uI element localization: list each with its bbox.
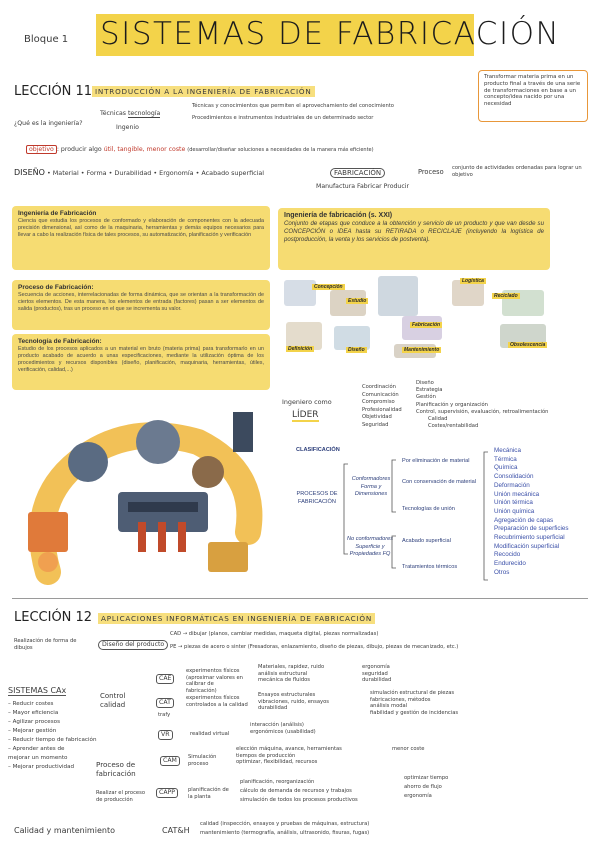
class-item: Unión térmica bbox=[494, 499, 533, 507]
group-acabado: Acabado superficial bbox=[402, 538, 451, 544]
section-divider bbox=[12, 598, 588, 599]
cax-benefit: – Agilizar procesos bbox=[8, 719, 60, 725]
cae-tag: CAE bbox=[156, 674, 174, 684]
vr-sub bbox=[250, 722, 316, 735]
ingeniero-label: Ingeniero como bbox=[282, 398, 332, 406]
cat-desc: experimentos físicos controlados a la calidad bbox=[186, 695, 248, 708]
cae-sub-item: mecánica de fluidos bbox=[258, 677, 310, 683]
tecnicas-label bbox=[100, 110, 160, 118]
box1-title: Ingeniería de Fabricación bbox=[18, 210, 97, 217]
cycle-label-fabricacion: Fabricación bbox=[412, 322, 441, 328]
cae-sub-item: Materiales, rapidez, ruido bbox=[258, 664, 325, 670]
box3-text: Secuencia de acciones, interrelacionadas de forma dinámica, que se orientan a la transformación de ciertos elementos. De esta manera, los elementos de entrada (factores) pasan a ser elementos de salida (productos), tras un proceso en el que se incrementa su valor. bbox=[18, 292, 264, 313]
cam-desc: Simulación proceso bbox=[188, 754, 217, 767]
lider-left-item: Compromiso bbox=[362, 399, 395, 406]
control-calidad: Control calidad bbox=[100, 692, 126, 709]
class-item: Endurecido bbox=[494, 560, 526, 568]
class-item: Deformación bbox=[494, 481, 530, 489]
lider-left-item: Seguridad bbox=[362, 421, 389, 428]
diseno-producto: Diseño del producto bbox=[98, 640, 168, 650]
cax-benefit: – Reducir tiempo de fabricación bbox=[8, 737, 97, 743]
cax-benefits bbox=[8, 700, 97, 772]
cycle-label-definicion: Definición bbox=[288, 346, 313, 352]
cat-right-item: fabricaciones, métodos bbox=[370, 696, 431, 703]
objetivo-label: objetivo bbox=[26, 145, 57, 154]
lider-left-item: Profesionalidad bbox=[362, 406, 402, 413]
catbh-sub bbox=[200, 820, 369, 838]
lider-right-item: Diseño bbox=[416, 380, 434, 386]
capp-right-item: optimizar tiempo bbox=[404, 775, 449, 781]
cat-right-item: simulación estructural de piezas bbox=[370, 690, 455, 696]
trafy-note: trafy bbox=[158, 712, 171, 718]
lesson11-label: LECCIÓN 11 bbox=[14, 84, 93, 99]
group-union: Tecnologías de unión bbox=[402, 506, 455, 512]
vr-desc: realidad virtual bbox=[190, 731, 230, 737]
cycle-label-estudio: Estudio bbox=[348, 298, 367, 304]
capp-sub-item: cálculo de demanda de recursos y trabajos bbox=[240, 788, 352, 794]
lesson12-label: LECCIÓN 12 bbox=[14, 610, 93, 625]
tecnologia-text: tecnología bbox=[127, 110, 161, 117]
capp-desc: planificación de la planta bbox=[188, 787, 229, 800]
cae-right-item: durabilidad bbox=[362, 677, 392, 683]
capp-sub-item: simulación de todos los procesos productivos bbox=[240, 797, 358, 803]
lider-right-item: Control, supervisión, evaluación, retroalimentación bbox=[416, 408, 549, 415]
capp-tag: CAPP bbox=[156, 788, 178, 798]
cycle-label-logistica: Logística bbox=[462, 278, 484, 284]
lider-left-item: Comunicación bbox=[362, 391, 399, 398]
cam-sub bbox=[236, 746, 342, 766]
cat-sub bbox=[258, 692, 329, 712]
cat-sub-item: Ensayos estructurales bbox=[258, 692, 316, 698]
box-ingenieria-fabricacion bbox=[12, 206, 270, 270]
lider-right-item: Calidad bbox=[428, 416, 448, 423]
realizacion-note: Realización de forma de dibujos bbox=[14, 638, 77, 651]
box1-text: Ciencia que estudia los procesos de conformado y elaboración de componentes con la adecuada precisión dimensional, así como de la maquinaria, herramientas y demás equipos necesarios para llevar a cabo la realización física de tales procesos, su automatización, planificación y verificación bbox=[18, 218, 264, 239]
question-ingenieria: ¿Qué es la ingeniería? bbox=[14, 120, 83, 127]
class-item: Unión mecánica bbox=[494, 490, 540, 498]
catbh-sub-item: mantenimiento (termografía, análisis, ultrasonido, fisuras, fugas) bbox=[200, 830, 370, 836]
cat-right bbox=[370, 690, 458, 716]
cat-right-item: análisis modal bbox=[370, 703, 408, 709]
cae-right-item: ergonomía bbox=[362, 664, 390, 670]
box4-title: Tecnología de Fabricación: bbox=[18, 338, 102, 345]
group-conservacion: Con conservación de material bbox=[402, 479, 476, 485]
proceso-note: Realizar el proceso de producción bbox=[96, 790, 145, 803]
no-conformadores: No conformadores Superficie y Propiedades FQ bbox=[346, 536, 393, 557]
page-title: SISTEMAS DE FABRICACIÓN bbox=[100, 16, 561, 52]
ingenio-label: Ingenio bbox=[116, 124, 139, 131]
lider-left-list bbox=[362, 384, 402, 430]
class-item: Modificación superficial bbox=[494, 542, 560, 550]
box-proceso-fabricacion bbox=[12, 280, 270, 330]
objetivo-pre: : producir algo bbox=[56, 146, 104, 153]
lider-label: LÍDER bbox=[292, 410, 319, 420]
cat-sub-item: durabilidad bbox=[258, 705, 288, 711]
lider-right-list bbox=[416, 380, 548, 430]
proceso-label: Proceso bbox=[418, 168, 444, 176]
vr-sub-item: interacción (análisis) bbox=[250, 722, 304, 728]
objetivo-line bbox=[26, 146, 374, 154]
class-item: Mecánica bbox=[494, 447, 521, 454]
box2-text: Conjunto de etapas que conduce a la obtención y servicio de un producto y que van desde su CONCEPCIÓN o IDEA hasta su RETIRADA o RECICLAJE (incluyendo la logística de postproducción, la venta y los servicios de postventa). bbox=[284, 220, 544, 244]
class-item: Recubrimiento superficial bbox=[494, 534, 565, 542]
sistemas-cax: SISTEMAS CAx bbox=[8, 686, 67, 695]
box4-text: Estudio de los procesos aplicados a un material en bruto (materia prima) para transformarlo en un producto acabado de acuerdo a unas especificaciones, mediante la utilización óptima de los procedimientos y recursos disponibles (diseño, planificación, maquinaria, herramientas, útiles, verificación, calidad,...) bbox=[18, 346, 264, 374]
cax-benefit: – Mejorar productividad bbox=[8, 764, 75, 770]
cax-benefit: – Mayor eficiencia bbox=[8, 710, 59, 716]
cat-sub-item: vibraciones, ruido, ensayos bbox=[258, 698, 329, 705]
catbh-tag: CAT&H bbox=[162, 826, 190, 835]
cycle-img-centro bbox=[378, 276, 418, 316]
cat-tag: CAT bbox=[156, 698, 174, 708]
factory-illustration bbox=[8, 402, 276, 586]
pe-line: PE → piezas de acero o sinter (Fresadoras, enlazamiento, diseño de piezas, dibujo, piezas de mecanizado, etc.) bbox=[170, 644, 459, 650]
objetivo-post: (desarrollar/diseñar soluciones a necesidades de la manera más eficiente) bbox=[187, 147, 374, 153]
diseno-label: DISEÑO bbox=[14, 168, 45, 177]
class-item: Química bbox=[494, 464, 518, 472]
classification-items bbox=[494, 447, 569, 578]
cae-desc: experimentos físicos (aproximar valores en calibrar de fabricación) bbox=[186, 668, 243, 694]
cae-sub bbox=[258, 664, 324, 684]
cycle-label-concepcion: Concepción bbox=[314, 284, 343, 290]
capp-right-item: ergonomía bbox=[404, 793, 432, 799]
lider-left-item: Objetividad bbox=[362, 414, 392, 421]
cycle-label-diseno: Diseño bbox=[348, 347, 365, 353]
classification-header: CLASIFICACIÓN bbox=[296, 447, 340, 453]
box-ingenieria-siglo bbox=[278, 208, 550, 270]
classification-root: PROCESOS DE FABRICACIÓN bbox=[296, 491, 338, 505]
vr-tag: VR bbox=[158, 730, 173, 740]
cat-right-item: fiabilidad y gestión de incidencias bbox=[370, 709, 459, 716]
cax-benefit: – Aprender antes de mejorar un momento bbox=[8, 746, 68, 761]
lider-right-item: Costes/rentabilidad bbox=[428, 423, 479, 430]
catbh-sub-item: calidad (inspección, ensayos y pruebas de máquinas, estructura) bbox=[200, 821, 370, 827]
cycle-label-reciclado: Reciclado bbox=[494, 293, 518, 299]
lesson12-subtitle: APLICACIONES INFORMÁTICAS EN INGENIERÍA DE FABRICACIÓN bbox=[98, 613, 375, 624]
diseno-line bbox=[14, 168, 264, 177]
cam-sub-item: tiempos de producción bbox=[236, 752, 296, 759]
class-item: Agregación de capas bbox=[494, 516, 554, 524]
classification-brackets bbox=[340, 444, 500, 584]
conformadores: Conformadores Forma y Dimensiones bbox=[351, 476, 391, 497]
manufactura-line: Manufactura Fabricar Producir bbox=[316, 183, 410, 190]
cam-tag: CAM bbox=[160, 756, 180, 766]
lider-right-item: Planificación y organización bbox=[416, 401, 488, 408]
lider-right-item: Estrategia bbox=[416, 387, 443, 394]
cax-benefit: – Mejorar gestión bbox=[8, 728, 57, 734]
capp-sub-item: planificación, reorganización bbox=[240, 779, 315, 785]
class-item: Otros bbox=[494, 568, 510, 576]
fabricacion-label: FABRICACIÓN bbox=[330, 168, 385, 178]
capp-right-item: ahorro de flujo bbox=[404, 784, 442, 790]
class-item: Térmica bbox=[494, 455, 517, 463]
box-tecnologia-fabricacion bbox=[12, 334, 270, 390]
lesson11-subtitle: INTRODUCCIÓN A LA INGENIERÍA DE FABRICACIÓN bbox=[92, 86, 315, 97]
class-item: Consolidación bbox=[494, 473, 534, 481]
box2-title: Ingeniería de fabricación (s. XXI) bbox=[284, 212, 393, 219]
cycle-label-mantenimiento: Mantenimiento bbox=[404, 347, 440, 353]
tecnicas-text: Técnicas bbox=[100, 110, 126, 117]
group-eliminacion: Por eliminación de material bbox=[402, 458, 470, 464]
cycle-img-fabricacion bbox=[402, 316, 442, 340]
lider-left-item: Coordinación bbox=[362, 384, 396, 390]
proceso-def: conjunto de actividades ordenadas para lograr un objetivo bbox=[452, 165, 582, 178]
cae-sub-item: análisis estructural bbox=[258, 670, 308, 677]
cax-benefit: – Reducir costes bbox=[8, 701, 54, 707]
capp-sub bbox=[240, 778, 358, 805]
calidad-mantenimiento: Calidad y mantenimiento bbox=[14, 826, 115, 835]
capp-right bbox=[404, 774, 448, 801]
lider-right-item: Gestión bbox=[416, 394, 436, 401]
cam-right: menor coste bbox=[392, 746, 425, 752]
cae-right bbox=[362, 664, 391, 684]
cycle-label-obsolescencia: Obsolescencia bbox=[510, 342, 546, 348]
cam-sub-item: optimizar, flexibilidad, recursos bbox=[236, 759, 318, 765]
box3-title: Proceso de Fabricación: bbox=[18, 284, 94, 291]
class-item: Unión química bbox=[494, 507, 535, 515]
side-note: Transformar materia prima en un producto final a través de una serie de transformaciones en base a un concepto/idea nacido por una necesidad bbox=[478, 70, 588, 122]
cad-line: CAD → dibujar (planos, cambiar medidas, maqueta digital, piezas normalizadas) bbox=[170, 631, 379, 637]
group-tratamientos: Tratamientos térmicos bbox=[402, 564, 458, 570]
class-item: Preparación de superficies bbox=[494, 525, 569, 533]
tec-item-2: Procedimientos e instrumentos industriales de un determinado sector bbox=[192, 115, 374, 121]
cae-right-item: seguridad bbox=[362, 670, 388, 677]
vr-sub-item: ergonómicos (usabilidad) bbox=[250, 728, 316, 735]
proceso-fabricacion: Proceso de fabricación bbox=[96, 760, 136, 778]
block-label: Bloque 1 bbox=[24, 34, 69, 45]
objetivo-highlight: útil, tangible, menor coste bbox=[103, 146, 186, 153]
diseno-items: • Material • Forma • Durabilidad • Ergonomía • Acabado superficial bbox=[46, 169, 265, 177]
class-item: Recocido bbox=[494, 551, 521, 559]
tec-item-1: Técnicas y conocimientos que permiten el aprovechamiento del conocimiento bbox=[192, 103, 394, 109]
cam-sub-item: elección máquina, avance, herramientas bbox=[236, 746, 342, 752]
